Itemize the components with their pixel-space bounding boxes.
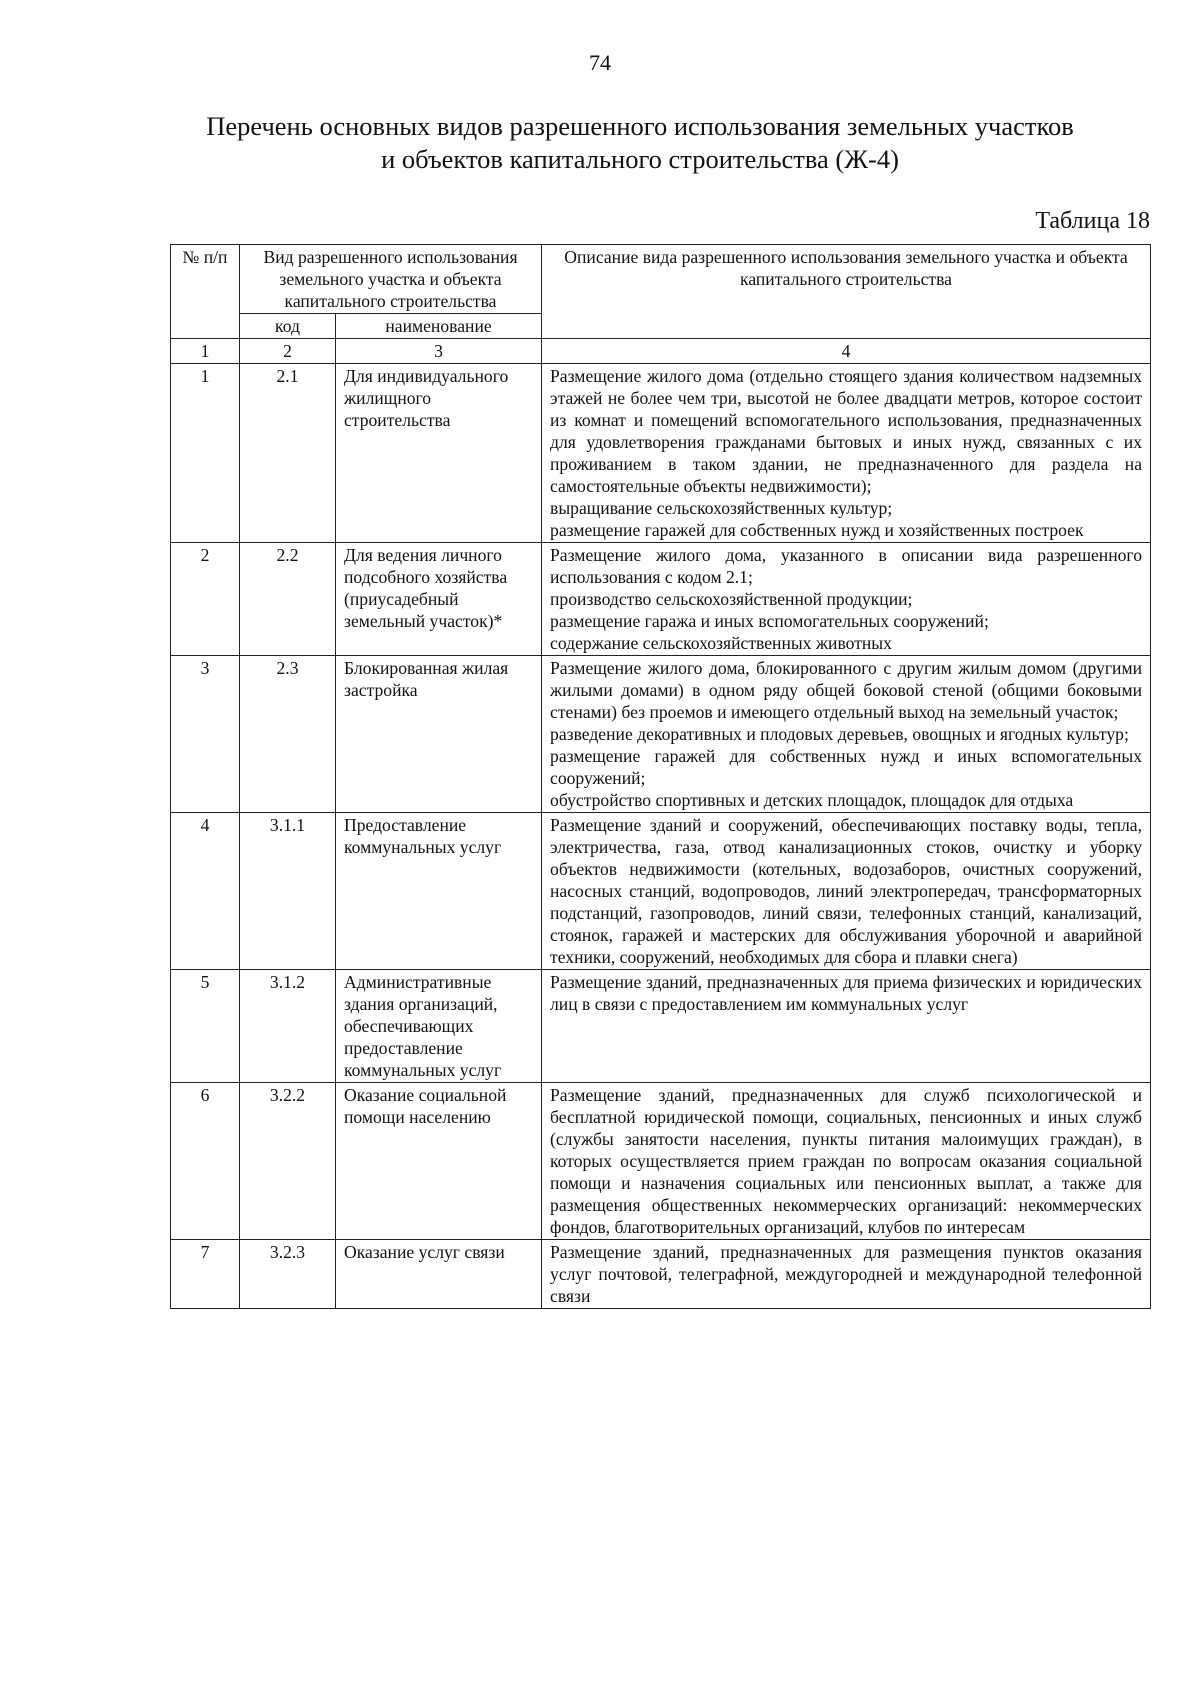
row-name-text: Для ведения личного подсобного хозяйства (приусадебный земельный участок)* [344, 545, 508, 631]
description-paragraph: размещение гаражей для собственных нужд и иных вспомогательных сооружений; [550, 746, 1143, 788]
table-row [171, 970, 1151, 1083]
table-row [171, 543, 1151, 656]
table-row [171, 1240, 1151, 1309]
row-name [336, 543, 542, 656]
table-caption: Таблица 18 [1035, 208, 1150, 234]
row-number: 3 [171, 656, 240, 813]
header-description: Описание вида разрешенного использования земельного участка и объекта капитального строительства [542, 245, 1151, 339]
row-description [542, 970, 1151, 1083]
row-description [542, 1240, 1151, 1309]
description-paragraph: Размещение зданий, предназначенных для размещения пунктов оказания услуг почтовой, телеграфной, междугородней и международной телефонной связи [550, 1242, 1143, 1306]
row-description [542, 1083, 1151, 1240]
row-name-text: Оказание услуг связи [344, 1242, 505, 1262]
row-number: 5 [171, 970, 240, 1083]
permitted-use-table [170, 244, 1151, 1309]
row-number: 7 [171, 1240, 240, 1309]
table-row [171, 364, 1151, 543]
row-code: 2.3 [240, 656, 336, 813]
document-title [140, 110, 1140, 176]
table-row [171, 656, 1151, 813]
row-description [542, 543, 1151, 656]
description-paragraph: размещение гаража и иных вспомогательных сооружений; [550, 611, 989, 631]
row-name-text: Оказание социальной помощи населению [344, 1085, 507, 1127]
table-row [171, 813, 1151, 970]
row-number: 4 [171, 813, 240, 970]
description-paragraph: содержание сельскохозяйственных животных [550, 633, 892, 653]
row-name [336, 1083, 542, 1240]
row-code: 3.2.2 [240, 1083, 336, 1240]
description-paragraph: Размещение жилого дома, блокированного с другим жилым домом (другими жилыми домами) в одном ряду общей боковой стеной (общими боковыми стенами) без проемов и имеющего отдельный выход на земельный участок; [550, 658, 1143, 722]
row-code: 3.2.3 [240, 1240, 336, 1309]
description-paragraph: Размещение зданий и сооружений, обеспечивающих поставку воды, тепла, электричества, газа, отвод канализационных стоков, очистку и уборку объектов недвижимости (котельных, водозаборов, очистных сооружений, насосных станций, водопроводов, линий электропередач, трансформаторных подстанций, газопроводов, линий связи, телефонных станций, канализаций, стоянок, гаражей и мастерских для обслуживания уборочной и аварийной техники, сооружений, необходимых для сбора и плавки снега) [550, 815, 1143, 967]
column-index-4: 4 [542, 339, 1151, 364]
description-paragraph: разведение декоративных и плодовых деревьев, овощных и ягодных культур; [550, 724, 1129, 744]
row-description [542, 656, 1151, 813]
row-name-text: Для индивидуального жилищного строительства [344, 366, 509, 430]
row-code: 2.2 [240, 543, 336, 656]
row-name-text: Блокированная жилая застройка [344, 658, 509, 700]
row-description [542, 364, 1151, 543]
header-kind: Вид разрешенного использования земельного участка и объекта капитального строительства [240, 245, 542, 314]
row-name [336, 656, 542, 813]
row-code: 3.1.2 [240, 970, 336, 1083]
page-number: 74 [589, 50, 611, 75]
row-name-text: Административные здания организаций, обеспечивающих предоставление коммунальных услуг [344, 972, 502, 1080]
header-name: наименование [336, 314, 542, 339]
row-name [336, 1240, 542, 1309]
description-paragraph: Размещение зданий, предназначенных для служб психологической и бесплатной юридической помощи, социальных, пенсионных и иных служб (службы занятости населения, пункты питания малоимущих граждан), в которых осуществляется прием граждан по вопросам оказания социальной помощи и назначения социальных или пенсионных выплат, а также для размещения общественных некоммерческих организаций: некоммерческих фондов, благотворительных организаций, клубов по интересам [550, 1085, 1143, 1237]
title-line-2: и объектов капитального строительства (Ж-4) [381, 144, 899, 174]
row-name [336, 813, 542, 970]
header-row [171, 245, 1151, 314]
row-number: 6 [171, 1083, 240, 1240]
column-index-1: 1 [171, 339, 240, 364]
row-number: 2 [171, 543, 240, 656]
row-description [542, 813, 1151, 970]
title-line-1: Перечень основных видов разрешенного использования земельных участков [206, 111, 1074, 141]
row-code: 2.1 [240, 364, 336, 543]
table-row [171, 1083, 1151, 1240]
column-index-2: 2 [240, 339, 336, 364]
table-body [171, 364, 1151, 1309]
description-paragraph: Размещение жилого дома, указанного в описании вида разрешенного использования с кодом 2.1; [550, 545, 1143, 587]
header-num: № п/п [171, 245, 240, 339]
row-name [336, 364, 542, 543]
header-code: код [240, 314, 336, 339]
description-paragraph: обустройство спортивных и детских площадок, площадок для отдыха [550, 790, 1074, 810]
column-index-row [171, 339, 1151, 364]
description-paragraph: производство сельскохозяйственной продукции; [550, 589, 913, 609]
row-name [336, 970, 542, 1083]
row-code: 3.1.1 [240, 813, 336, 970]
description-paragraph: Размещение зданий, предназначенных для приема физических и юридических лиц в связи с предоставлением им коммунальных услуг [550, 972, 1143, 1014]
row-number: 1 [171, 364, 240, 543]
description-paragraph: размещение гаражей для собственных нужд и хозяйственных построек [550, 520, 1084, 540]
description-paragraph: Размещение жилого дома (отдельно стоящего здания количеством надземных этажей не более чем три, высотой не более двадцати метров, которое состоит из комнат и помещений вспомогательного использования, предназначенных для удовлетворения гражданами бытовых и иных нужд, связанных с их проживанием в таком здании, не предназначенного для раздела на самостоятельные объекты недвижимости); [550, 366, 1143, 496]
column-index-3: 3 [336, 339, 542, 364]
row-name-text: Предоставление коммунальных услуг [344, 815, 502, 857]
description-paragraph: выращивание сельскохозяйственных культур; [550, 498, 893, 518]
